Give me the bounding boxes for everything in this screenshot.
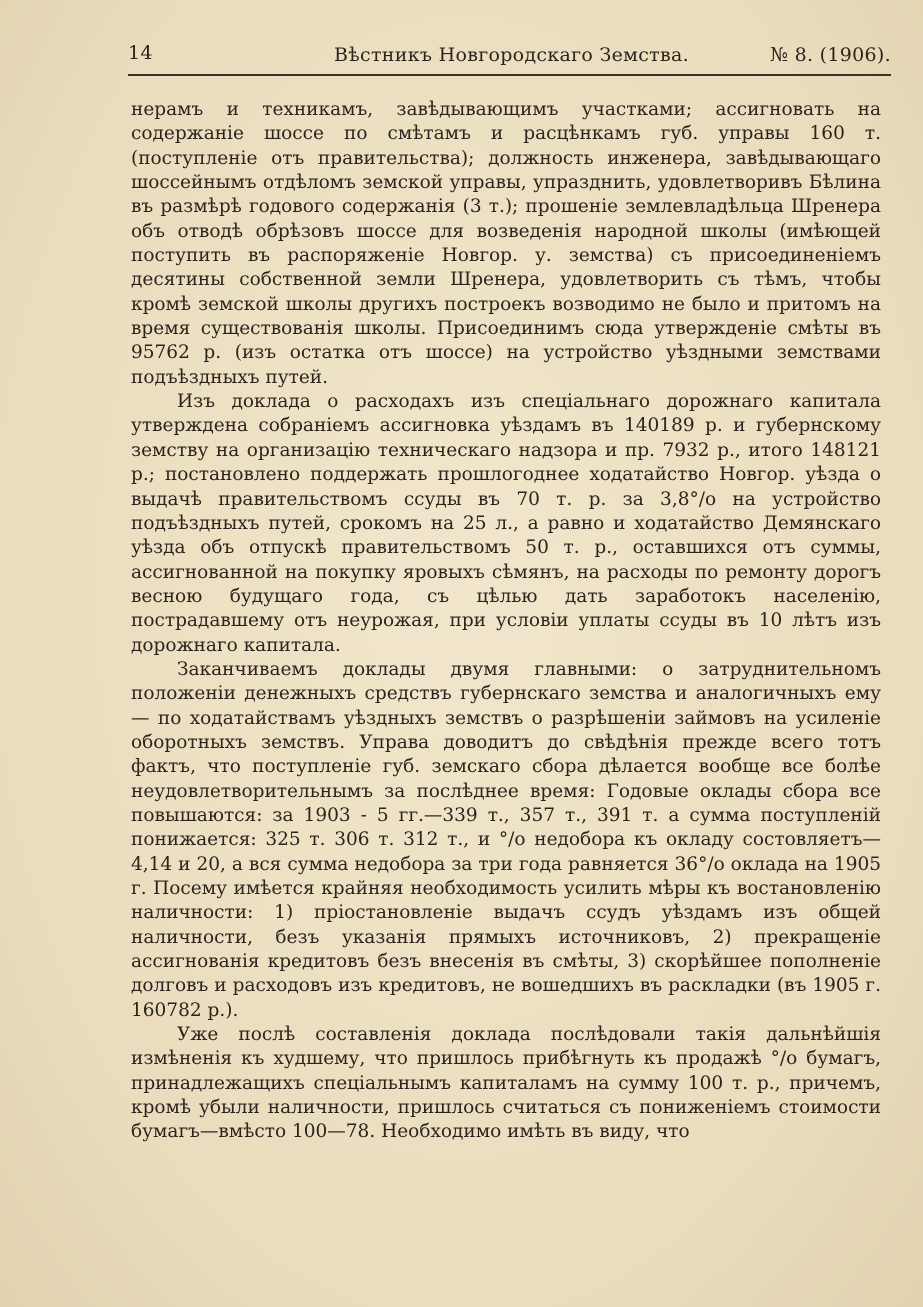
journal-title: Вѣстникъ Новгородскаго Земства. (334, 44, 689, 66)
paragraph-2: Изъ доклада о расходахъ изъ спеціальнаго дорожнаго капитала утверждена собраніемъ ассигновка уѣздамъ въ 140189 р. и губернскому земству на организацію техническаго надзора и пр. 7932 р., итого 148121 р.; постановлено поддержать прошлогоднее ходатайство Новгор. уѣзда о выдачѣ правительствомъ ссуды въ 70 т. р. за 3,8°/о на устройство подъѣздныхъ путей, срокомъ на 25 л., а равно и ходатайство Демянскаго уѣзда объ отпускѣ правительствомъ 50 т. р., оставшихся отъ суммы, ассигнованной на покупку яровыхъ сѣмянъ, на расходы по ремонту дорогъ весною будущаго года, съ цѣлью дать заработокъ населенію, пострадавшему отъ неурожая, при условіи уплаты ссуды въ 10 лѣтъ изъ дорожнаго капитала. (131, 391, 881, 656)
paragraph-4: Уже послѣ составленія доклада послѣдовали такія дальнѣйшія измѣненія къ худшему, что пришлось прибѣгнуть къ продажѣ °/о бумагъ, принадлежащихъ спеціальнымъ капиталамъ на сумму 100 т. р., причемъ, кромѣ убыли наличности, пришлось считаться съ пониженіемъ стоимости бумагъ—вмѣсто 100—78. Необходимо имѣть въ виду, что (131, 1024, 881, 1143)
header-rule (128, 74, 891, 76)
running-header (128, 38, 891, 72)
page-number: 14 (128, 42, 153, 64)
paragraph-1: нерамъ и техникамъ, завѣдывающимъ участками; ассигновать на содержаніе шоссе по смѣтамъ и расцѣнкамъ губ. управы 160 т. (поступленіе отъ правительства); должность инженера, завѣдывающаго шоссейнымъ отдѣломъ земской управы, упразднить, удовлетворивъ Бѣлина въ размѣрѣ годового содержанія (3 т.); прошеніе землевладѣльца Шренера объ отводѣ обрѣзовъ шоссе для возведенія народной школы (имѣющей поступить въ распоряженіе Новгор. у. земства) съ присоединеніемъ десятины собственной земли Шренера, удовлетворить съ тѣмъ, чтобы кромѣ земской школы другихъ построекъ возводимо не было и притомъ на время существованія школы. Присоединимъ сюда утвержденіе смѣты въ 95762 р. (изъ остатка отъ шоссе) на устройство уѣздными земствами подъѣздныхъ путей. (131, 99, 881, 388)
issue-number: № 8. (1906). (769, 44, 891, 66)
paragraph-3: Заканчиваемъ доклады двумя главными: о затруднительномъ положеніи денежныхъ средствъ губернскаго земства и аналогичныхъ ему— по ходатайствамъ уѣздныхъ земствъ о разрѣшеніи займовъ на усиленіе оборотныхъ земствъ. Управа доводитъ до свѣдѣнія прежде всего тотъ фактъ, что поступленіе губ. земскаго сбора дѣлается вообще все болѣе неудовлетворительнымъ за послѣднее время: Годовые оклады сбора все повышаются: за 1903 - 5 гг.—339 т., 357 т., 391 т. а сумма поступленій понижается: 325 т. 306 т. 312 т., и °/о недобора къ окладу состовляетъ—4,14 и 20, а вся сумма недобора за три года равняется 36°/о оклада на 1905 г. Посему имѣется крайняя необходимость усилить мѣры къ востановленію наличности: 1) пріостановленіе выдачъ ссудъ уѣздамъ изъ общей наличности, безъ указанія прямыхъ источниковъ, 2) прекращеніе ассигнованія кредитовъ безъ внесенія въ смѣты, 3) скорѣйшее пополненіе долговъ и расходовъ изъ кредитовъ, не вошедшихъ въ раскладки (въ 1905 г. 160782 р.). (131, 658, 881, 1021)
body-text (131, 98, 881, 1145)
